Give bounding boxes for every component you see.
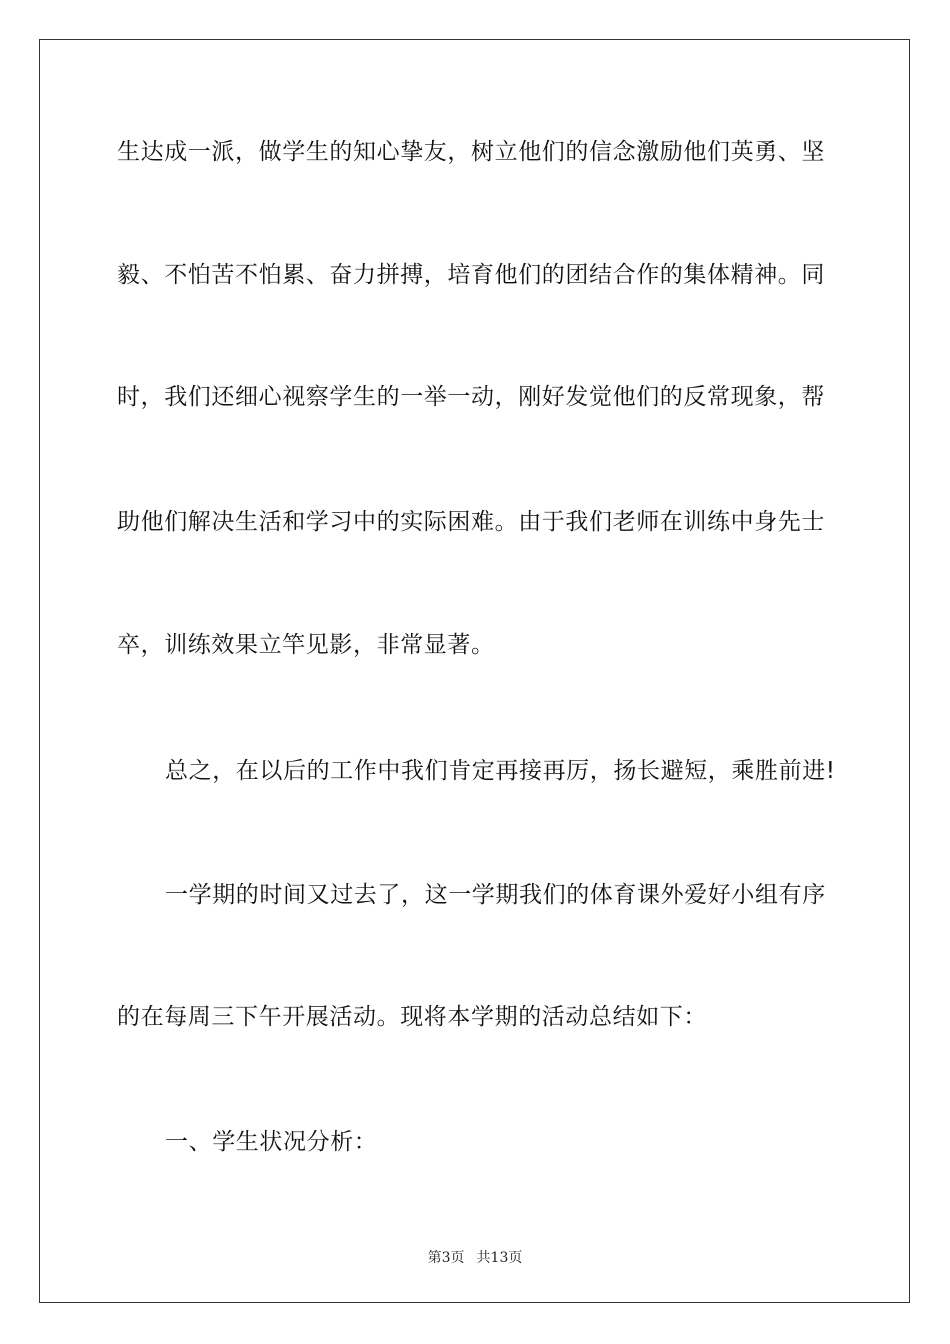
page-number: 第3页 — [427, 1250, 465, 1266]
section-heading: 一、学生状况分析： — [165, 1129, 378, 1155]
body-line-7: 一学期的时间又过去了，这一学期我们的体育课外爱好小组有序 — [165, 882, 826, 908]
body-line-2: 毅、不怕苦不怕累、奋力拼搏，培育他们的团结合作的集体精神。同 — [117, 262, 825, 288]
body-line-4: 助他们解决生活和学习中的实际困难。由于我们老师在训练中身先士 — [117, 509, 825, 535]
page-footer — [0, 1247, 950, 1267]
body-line-8: 的在每周三下午开展活动。现将本学期的活动总结如下： — [117, 1004, 707, 1030]
body-line-6: 总之，在以后的工作中我们肯定再接再厉，扬长避短，乘胜前进! — [165, 758, 836, 784]
page-total: 共13页 — [476, 1250, 523, 1266]
body-line-5: 卒，训练效果立竿见影，非常显著。 — [117, 632, 495, 658]
body-line-1: 生达成一派，做学生的知心挚友，树立他们的信念激励他们英勇、坚 — [117, 139, 825, 165]
page-border — [39, 39, 910, 1303]
body-line-3: 时，我们还细心视察学生的一举一动，刚好发觉他们的反常现象，帮 — [117, 384, 825, 410]
